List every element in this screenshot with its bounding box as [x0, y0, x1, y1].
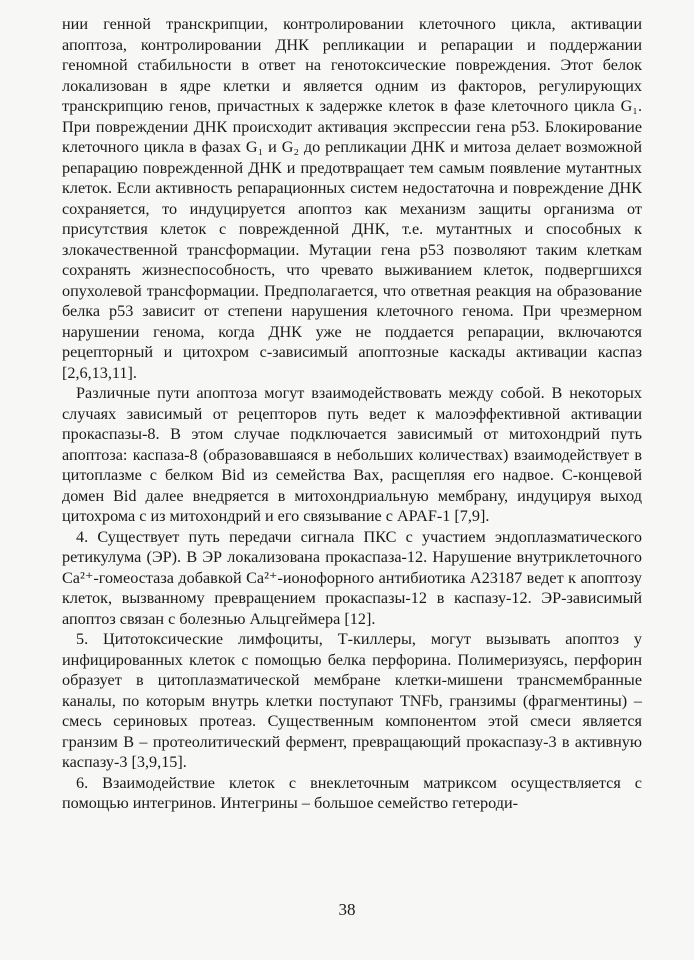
paragraph-item-4-er: 4. Существует путь передачи сигнала ПКС с участием эндоплазматического ретикулума (ЭР). В ЭР локализована прокаспаза-12. Нарушение внутриклеточного Ca²⁺-гомеостаза добавкой Ca²⁺-ионофорного антибиотика А23187 ведет к апоптозу клеток, вызванному превращением прокаспазы-12 в каспазу-12. ЭР-зависимый апоптоз связан с болезнью Альцгеймера [12].	[62, 527, 642, 628]
paragraph-item-5-perforin: 5. Цитотоксические лимфоциты, Т-киллеры, могут вызывать апоптоз у инфицированных клеток с помощью белка перфорина. Полимеризуясь, перфорин образует в цитоплазматической мембране клетки-мишени трансмембранные каналы, по которым внутрь клетки поступают TNFb, гранзимы (фрагментины) – смесь сериновых протеаз. Существенным компонентом этой смеси является гранзим В – протеолитический фермент, превращающий прокаспазу-3 в активную каспазу-3 [3,9,15].	[62, 630, 642, 771]
paragraph-item-6-integrins: 6. Взаимодействие клеток с внеклеточным матриксом осуществляется с помощью интегринов. Интегрины – большое семейство гетероди-	[62, 773, 642, 812]
paragraph-p53: нии генной транскрипции, контролировании клеточного цикла, активации апоптоза, контролировании ДНК репликации и репарации и поддержании геномной стабильности в ответ на генотоксические повреждения. Этот белок локализован в ядре клетки и является одним из факторов, регулирующих транскрипцию генов, причастных к задержке клеток в фазе клеточного цикла G₁. При повреждении ДНК происходит активация экспрессии гена р53. Блокирование клеточного цикла в фазах G₁ и G₂ до репликации ДНК и митоза делает возможной репарацию поврежденной ДНК и предотвращает тем самым появление мутантных клеток. Если активность репарационных систем недостаточна и повреждение ДНК сохраняется, то индуцируется апоптоз как механизм защиты организма от присутствия клеток с поврежденной ДНК, т.е. мутантных и способных к злокачественной трансформации. Мутации гена р53 позволяют таким клеткам сохранять жизнеспособность, что чревато выживанием клеток, подвергшихся опухолевой трансформации. Предполагается, что ответная реакция на образование белка р53 зависит от степени нарушения клеточного генома. При чрезмерном нарушении генома, когда ДНК уже не поддается репарации, включаются рецепторный и цитохром с-зависимый апоптозные каскады активации каспаз [2,6,13,11].	[62, 15, 642, 382]
page-number: 38	[338, 900, 356, 919]
paragraph-apoptosis-pathways: Различные пути апоптоза могут взаимодействовать между собой. В некоторых случаях зависимый от рецепторов путь ведет к малоэффективной активации прокаспазы-8. В этом случае подключается зависимый от митохондрий путь апоптоза: каспаза-8 (образовавшаяся в небольших количествах) взаимодействует в цитоплазме с белком Bid из семейства Bax, расщепляя его надвое. С-концевой домен Bid далее внедряется в митохондриальную мембрану, индуцируя выход цитохрома с из митохондрий и его связывание с APAF-1 [7,9].	[62, 384, 642, 525]
